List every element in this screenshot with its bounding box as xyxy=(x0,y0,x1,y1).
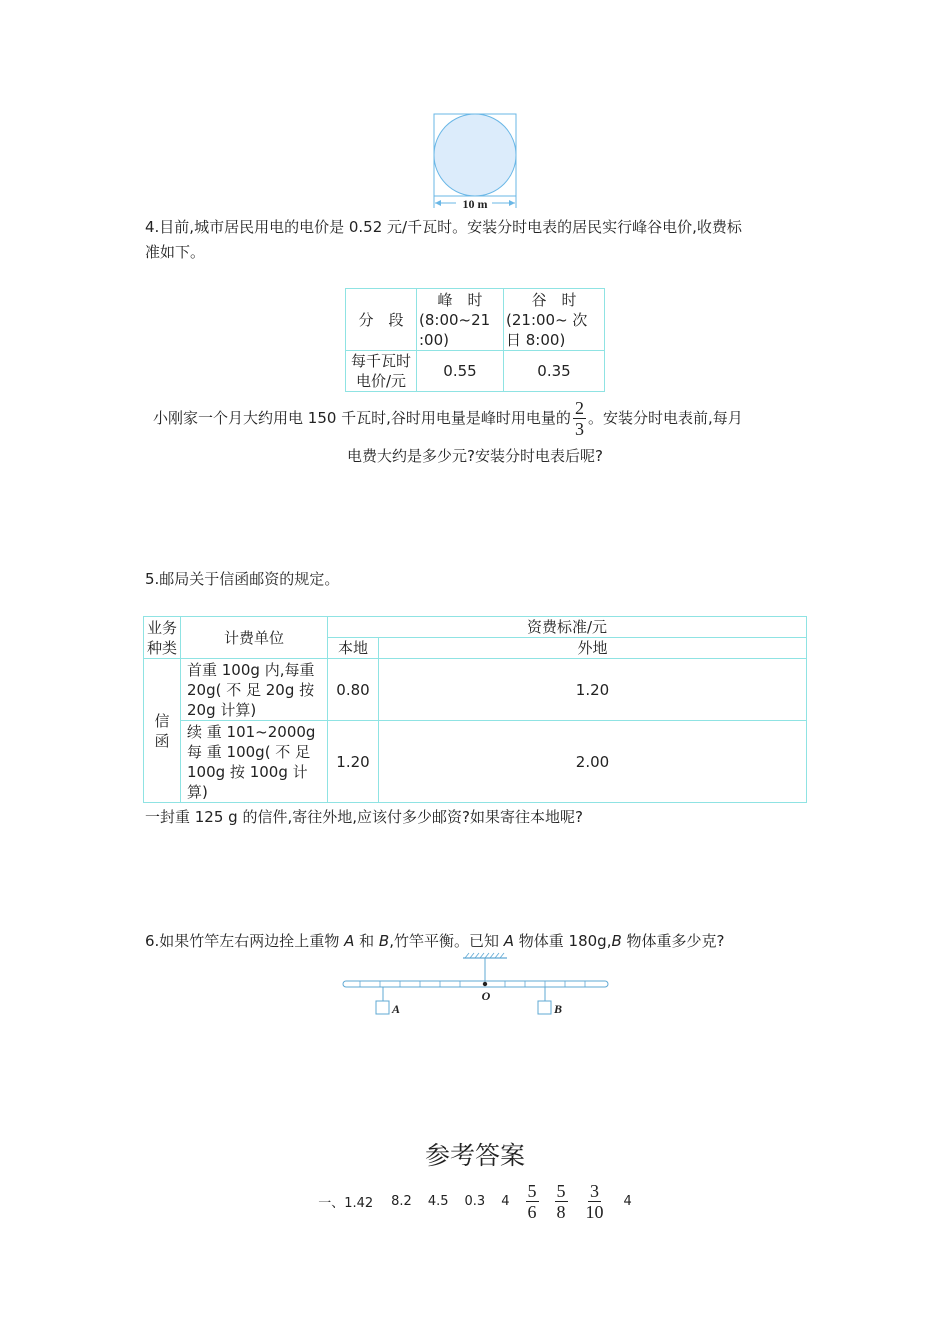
answer-v2: 8.2 xyxy=(391,1193,412,1209)
q4-question-part1: 小刚家一个月大约用电 150 千瓦时,谷时用电量是峰时用电量的 xyxy=(153,409,571,427)
answer-prefix: 一、1.42 xyxy=(318,1195,374,1211)
table-header-segment: 分 段 xyxy=(346,289,417,351)
q6-var-a: A xyxy=(344,932,355,950)
postage-table xyxy=(143,616,807,803)
row2-unit-cell xyxy=(181,721,328,803)
valley-header-time1: (21:00~ 次 xyxy=(506,310,588,329)
row-label-line1: 每千瓦时 xyxy=(350,352,411,370)
fraction-denominator: 3 xyxy=(574,419,584,439)
q6-var-b2: B xyxy=(611,932,622,950)
valley-price-cell: 0.35 xyxy=(504,351,605,392)
nonlocal-header: 外地 xyxy=(379,638,807,659)
q4-question-part2: 。安装分时电表前,每月 xyxy=(587,409,743,427)
answer-f3-den: 10 xyxy=(585,1201,604,1222)
q4-question-line2: 电费大约是多少元?安装分时电表后呢? xyxy=(347,447,603,465)
row2-nonlocal-cell: 2.00 xyxy=(379,721,807,803)
row2-unit-line4: 算) xyxy=(187,782,208,801)
row1-unit-line3: 20g 计算) xyxy=(187,700,257,719)
answer-f2-num: 5 xyxy=(556,1180,566,1201)
row1-nonlocal-cell: 1.20 xyxy=(379,659,807,721)
peak-header-time2: :00) xyxy=(419,330,449,349)
table-header-peak xyxy=(417,289,504,351)
answer-v4: 0.3 xyxy=(464,1193,486,1209)
q6-text-after: 物体重 180g, xyxy=(514,932,612,950)
arrow-right-icon xyxy=(509,200,515,206)
arrow-left-icon xyxy=(435,200,441,206)
dimension-label: 10 m xyxy=(462,197,488,211)
answer-fraction-3 xyxy=(584,1181,606,1222)
row2-unit-line1: 续 重 101~2000g xyxy=(187,722,316,741)
q6-text-before-a: 6.如果竹竿左右两边拴上重物 xyxy=(145,932,345,950)
q4-text-line1: 4.目前,城市居民用电的电价是 0.52 元/千瓦时。安装分时电表的居民实行峰谷电价,收费标 xyxy=(145,218,742,236)
bamboo-pole xyxy=(343,981,608,987)
weight-a xyxy=(376,1001,389,1014)
postage-standard-header: 资费标准/元 xyxy=(328,617,807,638)
table-row-label xyxy=(346,351,417,392)
row2-unit-line3: 100g 按 100g 计 xyxy=(187,762,308,781)
business-type-line1: 业务 xyxy=(146,618,177,637)
answer-f2-den: 8 xyxy=(556,1201,566,1222)
fraction-two-thirds xyxy=(573,398,586,439)
row1-unit-line2: 20g( 不 足 20g 按 xyxy=(187,680,315,699)
answer-v6: 4 xyxy=(623,1193,632,1209)
answer-v5: 4 xyxy=(501,1193,510,1209)
row2-unit-line2: 每 重 100g( 不 足 xyxy=(187,742,311,761)
q4-text-line2: 准如下。 xyxy=(145,243,206,261)
q6-var-a2: A xyxy=(503,932,515,950)
q5-title: 5.邮局关于信函邮资的规定。 xyxy=(145,570,340,588)
valley-header-time2: 日 8:00) xyxy=(506,330,566,349)
answer-v3: 4.5 xyxy=(427,1193,449,1209)
electricity-price-table xyxy=(345,288,605,392)
billing-unit-header: 计费单位 xyxy=(181,617,328,659)
ceiling-hatch xyxy=(465,953,504,958)
answer-f1-den: 6 xyxy=(527,1201,537,1222)
fraction-numerator: 2 xyxy=(574,398,584,418)
business-type-header xyxy=(144,617,181,659)
q6-var-b: B xyxy=(378,932,390,950)
peak-price-cell: 0.55 xyxy=(417,351,504,392)
pivot-point xyxy=(483,982,487,986)
label-a: A xyxy=(392,1002,401,1016)
answers-heading: 参考答案 xyxy=(424,1141,525,1170)
valley-header-title: 谷 时 xyxy=(531,290,577,309)
circle-shape xyxy=(434,114,516,196)
q6-text-end: 物体重多少克? xyxy=(621,932,725,950)
row-label-line2: 电价/元 xyxy=(355,372,407,390)
table-header-valley xyxy=(504,289,605,351)
category-line2: 函 xyxy=(154,731,170,750)
circle-in-square-figure xyxy=(430,110,522,212)
peak-header-time1: (8:00~21 xyxy=(419,310,491,329)
answer-f3-num: 3 xyxy=(590,1180,599,1201)
answers-line xyxy=(0,1178,950,1224)
answer-fraction-2 xyxy=(555,1181,568,1222)
row1-local-cell: 0.80 xyxy=(328,659,379,721)
label-b: B xyxy=(554,1002,563,1016)
row1-unit-cell xyxy=(181,659,328,721)
label-o: O xyxy=(481,989,491,1003)
balance-figure xyxy=(335,950,615,1022)
weight-b xyxy=(538,1001,551,1014)
q6-text-and: 和 xyxy=(354,932,379,950)
category-letter-cell xyxy=(144,659,181,803)
row2-local-cell: 1.20 xyxy=(328,721,379,803)
answer-fraction-1 xyxy=(526,1181,539,1222)
q6-text-middle: ,竹竿平衡。已知 xyxy=(389,932,504,950)
local-header: 本地 xyxy=(328,638,379,659)
peak-header-title: 峰 时 xyxy=(437,290,483,309)
category-line1: 信 xyxy=(154,711,170,730)
answer-f1-num: 5 xyxy=(527,1180,537,1201)
business-type-line2: 种类 xyxy=(146,638,177,657)
row1-unit-line1: 首重 100g 内,每重 xyxy=(187,660,315,679)
q4-question-line1 xyxy=(153,398,813,439)
q5-question: 一封重 125 g 的信件,寄往外地,应该付多少邮资?如果寄往本地呢? xyxy=(145,808,583,826)
